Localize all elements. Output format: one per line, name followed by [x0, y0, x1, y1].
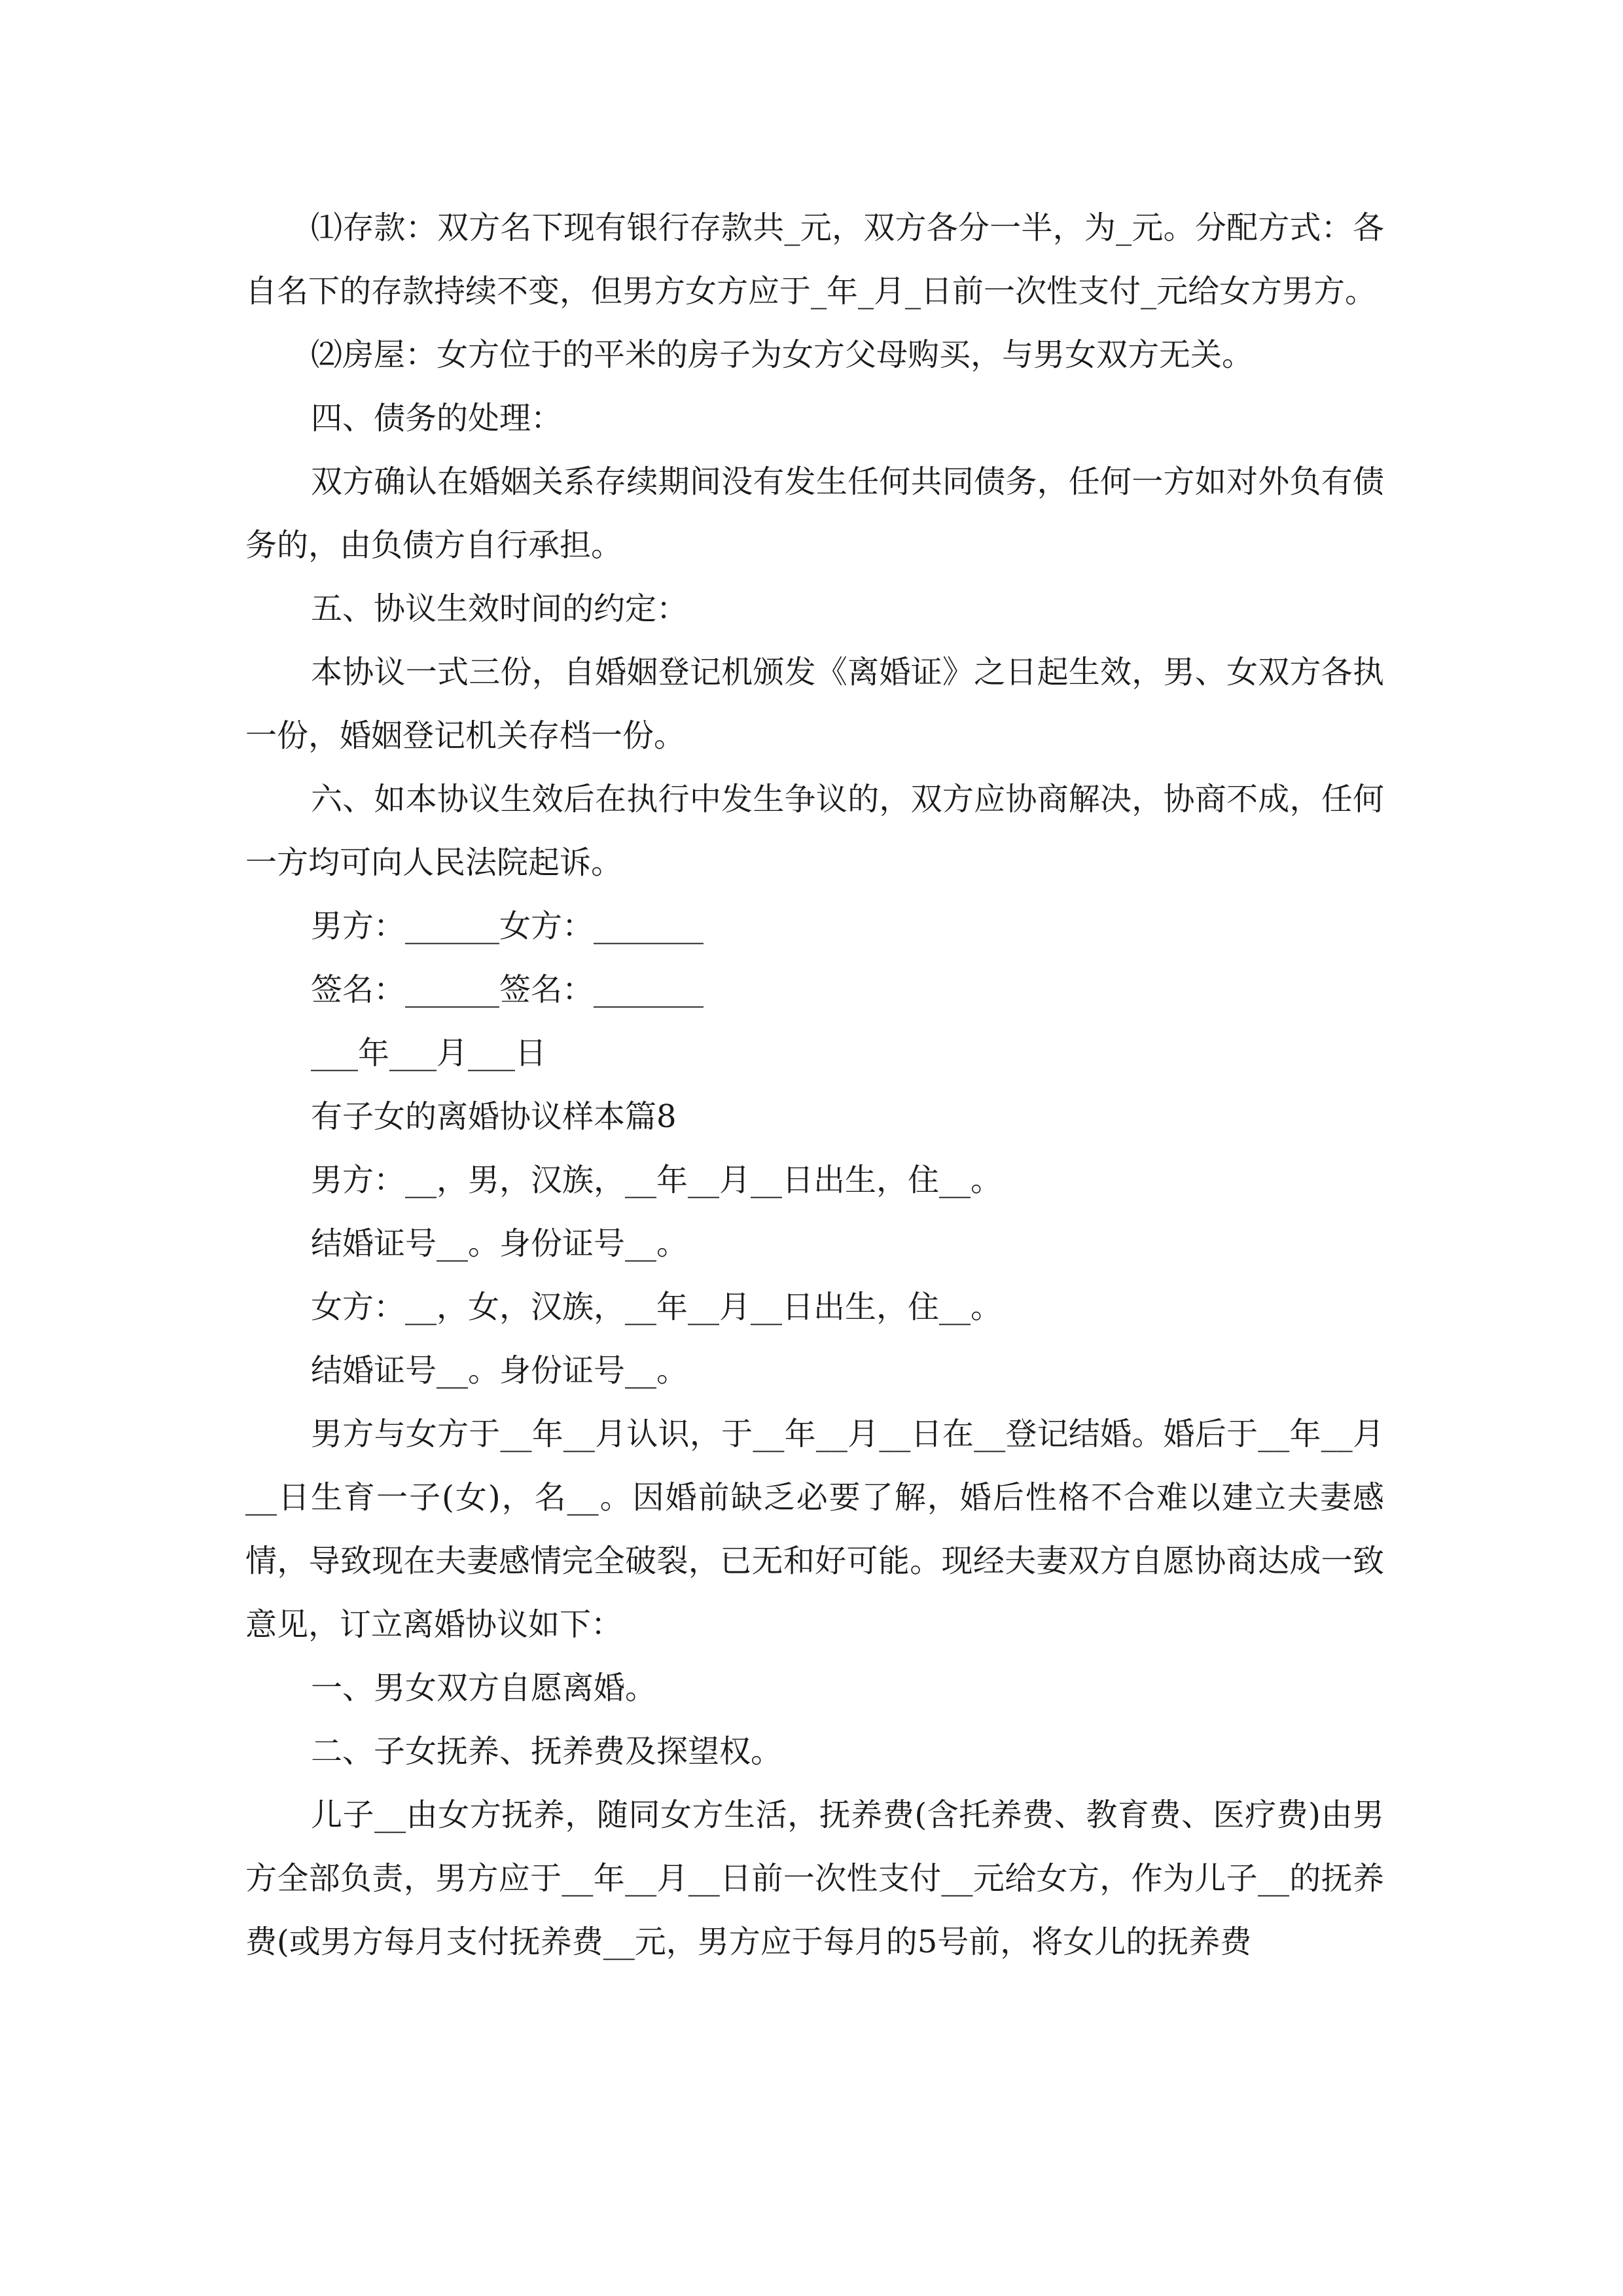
paragraph-debt: 双方确认在婚姻关系存续期间没有发生任何共同债务，任何一方如对外负有债务的，由负债方自行承担。 — [245, 463, 1384, 564]
paragraph-savings: ⑴存款：双方名下现有银行存款共_元，双方各分一半，为_元。分配方式：各自名下的存款持续不变，但男方女方应于_年_月_日前一次性支付_元给女方男方。 — [245, 209, 1384, 310]
paragraph-dispute: 六、如本协议生效后在执行中发生争议的，双方应协商解决，协商不成，任何一方均可向人民法院起诉。 — [245, 781, 1384, 881]
female-certificate-info: 结婚证号__。身份证号__。 — [311, 1352, 688, 1389]
paragraph-background: 男方与女方于__年__月认识，于__年__月__日在__登记结婚。婚后于__年__月__日生育一子(女)，名__。因婚前缺乏必要了解，婚后性格不合难以建立夫妻感情，导致现在夫妻感情完全破裂，已无和好可能。现经夫妻双方自愿协商达成一致意见，订立离婚协议如下： — [245, 1416, 1384, 1643]
paragraph-effective-time: 本协议一式三份，自婚姻登记机颁发《离婚证》之日起生效，男、女双方各执一份，婚姻登记机关存档一份。 — [245, 654, 1384, 754]
clause-1: 一、男女双方自愿离婚。 — [311, 1670, 657, 1706]
signature-line: 签名：______签名：_______ — [311, 971, 704, 1008]
paragraph-child-support: 儿子__由女方抚养，随同女方生活，抚养费(含托养费、教育费、医疗费)由男方全部负责，男方应于__年__月__日前一次性支付__元给女方，作为儿子__的抚养费(或男方每月支付抚养费__元，男方应于每月的5号前，将女儿的抚养费 — [245, 1797, 1384, 1960]
male-certificate-info: 结婚证号__。身份证号__。 — [311, 1225, 688, 1262]
female-party-info: 女方：__，女，汉族，__年__月__日出生，住__。 — [311, 1289, 1003, 1325]
male-party-info: 男方：__，男，汉族，__年__月__日出生，住__。 — [311, 1162, 1003, 1198]
section-title: 有子女的离婚协议样本篇8 — [311, 1098, 677, 1135]
clause-2-heading: 二、子女抚养、抚养费及探望权。 — [311, 1733, 783, 1770]
date-line: ___年___月___日 — [311, 1035, 547, 1071]
heading-effective-time: 五、协议生效时间的约定： — [311, 590, 688, 627]
heading-debt: 四、债务的处理： — [311, 400, 563, 437]
parties-line: 男方：______女方：_______ — [311, 908, 704, 944]
paragraph-house: ⑵房屋：女方位于的平米的房子为女方父母购买，与男女双方无关。 — [311, 336, 1254, 373]
document-body — [245, 196, 1384, 1974]
